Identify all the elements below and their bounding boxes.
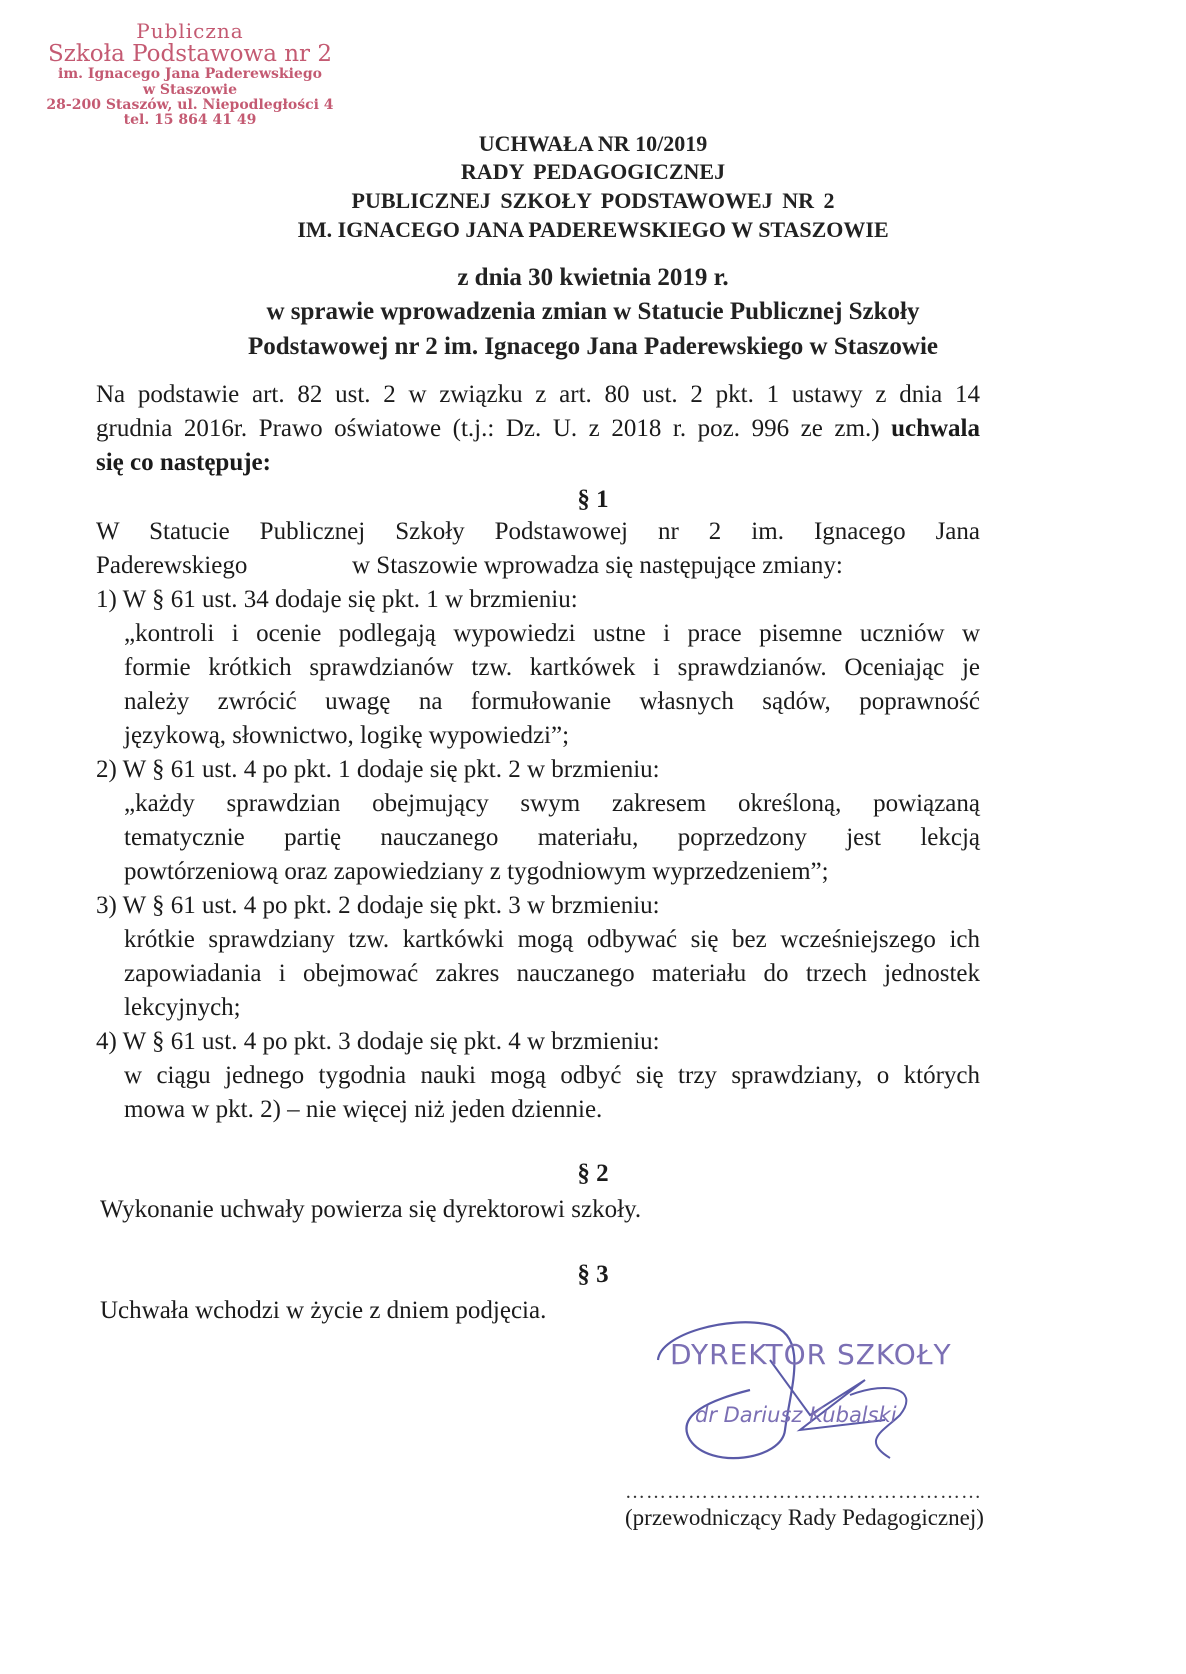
stamp-line: tel. 15 864 41 49: [123, 112, 257, 129]
preamble-text: grudnia 2016r. Prawo oświatowe (t.j.: Dz. U. z 2018 r. poz. 996 ze zm.): [96, 415, 892, 442]
list-item-head: 4) W § 61 ust. 4 po pkt. 3 dodaje się pkt. 4 w brzmieniu:: [96, 1028, 660, 1055]
stamp-line: 28-200 Staszów, ul. Niepodległości 4: [46, 97, 334, 114]
section-text: w Staszowie wprowadza się następujące zmiany:: [352, 552, 843, 579]
stamp-line: Publiczna: [136, 19, 244, 43]
list-item-text: formie krótkich sprawdzianów tzw. kartkówek i sprawdzianów. Oceniając je: [124, 654, 980, 681]
list-item-head: 3) W § 61 ust. 4 po pkt. 2 dodaje się pkt. 3 w brzmieniu:: [96, 892, 660, 919]
list-item-text: „każdy sprawdzian obejmujący swym zakresem określoną, powiązaną: [124, 790, 980, 817]
signature-caption: (przewodniczący Rady Pedagogicznej): [625, 1505, 984, 1530]
signature-line: ……………………………………………: [625, 1481, 982, 1503]
list-item-text: krótkie sprawdziany tzw. kartkówki mogą odbywać się bez wcześniejszego ich: [124, 926, 980, 953]
school-stamp: [30, 20, 350, 129]
list-item-text: zapowiadania i obejmować zakres nauczanego materiału do trzech jednostek: [124, 960, 980, 987]
resolution-school: PUBLICZNEJ SZKOŁY PODSTAWOWEJ NR 2: [351, 188, 835, 213]
section-text: W Statucie Publicznej Szkoły Podstawowej nr 2 im. Ignacego Jana: [96, 518, 980, 545]
resolution-school-name: IM. IGNACEGO JANA PADEREWSKIEGO W STASZOWIE: [297, 217, 889, 242]
resolution-date: z dnia 30 kwietnia 2019 r.: [457, 264, 729, 291]
list-item-text: językową, słownictwo, logikę wypowiedzi”;: [124, 722, 570, 749]
resolution-subject: Podstawowej nr 2 im. Ignacego Jana Paderewskiego w Staszowie: [247, 333, 938, 360]
stamp-title: DYREKTOR SZKOŁY: [670, 1338, 952, 1371]
stamp-line: w Staszowie: [142, 81, 238, 98]
resolution-title: UCHWAŁA NR 10/2019: [478, 131, 708, 156]
list-item-text: w ciągu jednego tygodnia nauki mogą odbyć się trzy sprawdziany, o których: [124, 1062, 980, 1089]
section-heading: § 1: [577, 486, 609, 513]
section-heading: § 3: [577, 1261, 609, 1288]
list-item-text: należy zwrócić uwagę na formułowanie własnych sądów, poprawność: [124, 688, 980, 715]
list-item-head: 1) W § 61 ust. 34 dodaje się pkt. 1 w brzmieniu:: [96, 586, 578, 613]
stamp-name: dr Dariusz Kubalski: [695, 1403, 897, 1427]
section-text: Paderewskiego: [96, 552, 248, 579]
list-item-head: 2) W § 61 ust. 4 po pkt. 1 dodaje się pkt. 2 w brzmieniu:: [96, 756, 660, 783]
preamble-line: [96, 412, 980, 446]
resolution-subject: w sprawie wprowadzenia zmian w Statucie Publicznej Szkoły: [266, 298, 920, 325]
list-item-text: powtórzeniową oraz zapowiedziany z tygodniowym wyprzedzeniem”;: [124, 858, 829, 885]
section-text: Wykonanie uchwały powierza się dyrektorowi szkoły.: [100, 1196, 642, 1223]
stamp-line: Szkoła Podstawowa nr 2: [47, 41, 332, 67]
preamble-bold: uchwala: [891, 415, 980, 442]
preamble-line: Na podstawie art. 82 ust. 2 w związku z art. 80 ust. 2 pkt. 1 ustawy z dnia 14: [96, 381, 980, 408]
list-item-text: lekcyjnych;: [124, 994, 241, 1021]
section-heading: § 2: [577, 1160, 609, 1187]
director-stamp: [650, 1320, 1000, 1480]
list-item-text: „kontroli i ocenie podlegają wypowiedzi ustne i prace pisemne uczniów w: [124, 620, 980, 647]
resolution-council: RADY PEDAGOGICZNEJ: [460, 159, 726, 184]
section-text: Uchwała wchodzi w życie z dniem podjęcia.: [100, 1297, 547, 1324]
list-item-text: mowa w pkt. 2) – nie więcej niż jeden dziennie.: [124, 1096, 603, 1123]
stamp-line: im. Ignacego Jana Paderewskiego: [58, 66, 322, 83]
list-item-text: tematycznie partię nauczanego materiału, poprzedzony jest lekcją: [124, 824, 980, 851]
preamble-line: się co następuje:: [96, 449, 271, 476]
